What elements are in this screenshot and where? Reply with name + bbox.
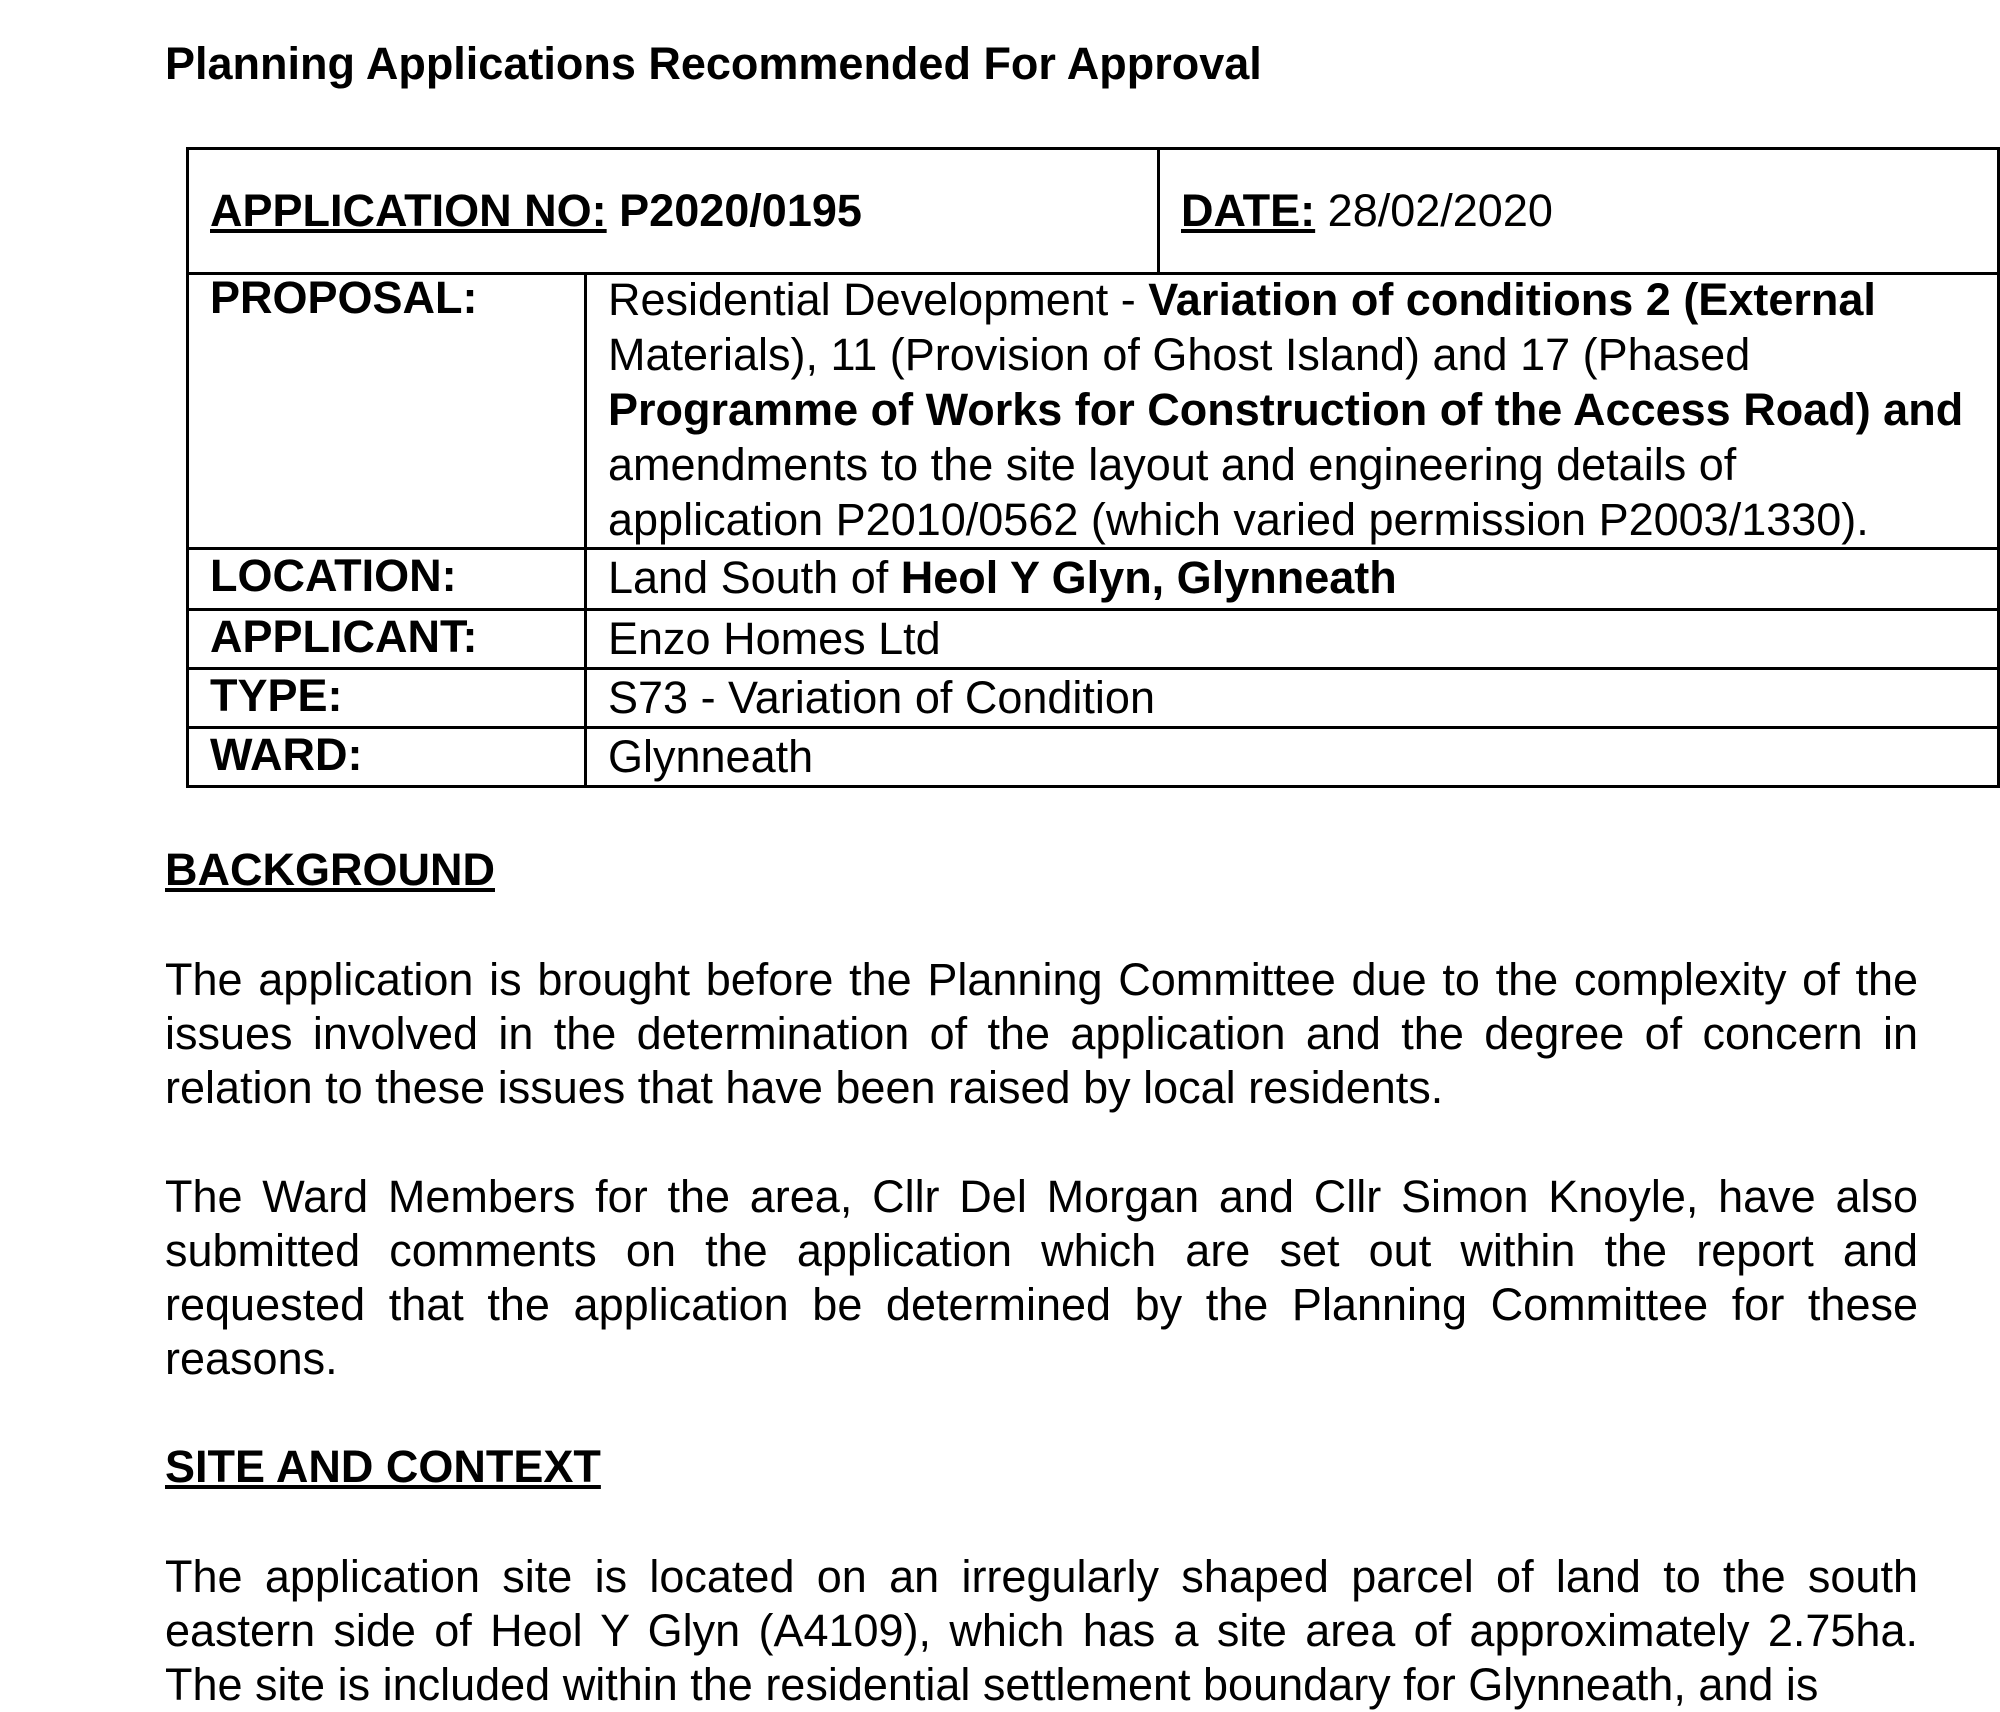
date-value: 28/02/2020 <box>1327 185 1553 236</box>
application-fields-table <box>186 272 2000 788</box>
ward-row <box>188 728 1999 787</box>
location-label: LOCATION: <box>188 549 586 610</box>
location-row <box>188 549 1999 610</box>
applicant-label: APPLICANT: <box>188 610 586 669</box>
application-number-value: P2020/0195 <box>619 185 862 236</box>
application-number-cell <box>188 149 1159 274</box>
page-title: Planning Applications Recommended For Approval <box>165 38 1262 89</box>
proposal-label: PROPOSAL: <box>188 272 586 549</box>
type-label: TYPE: <box>188 669 586 728</box>
background-paragraph-1: The application is brought before the Planning Committee due to the complexity of the issues involved in the determination of the application and the degree of concern in relation to these issues that have been raised by local residents. <box>165 954 1918 1113</box>
location-value: Land South of Heol Y Glyn, Glynneath <box>586 549 1999 610</box>
application-number-label: APPLICATION NO: <box>210 185 607 236</box>
background-heading: BACKGROUND <box>165 844 495 895</box>
date-label: DATE: <box>1181 185 1316 236</box>
proposal-row <box>188 272 1999 549</box>
ward-value: Glynneath <box>586 728 1999 787</box>
site-context-heading: SITE AND CONTEXT <box>165 1441 601 1492</box>
type-value: S73 - Variation of Condition <box>586 669 1999 728</box>
background-paragraph-2: The Ward Members for the area, Cllr Del Morgan and Cllr Simon Knoyle, have also submitted comments on the application which are set out within the report and requested that the application be determined by the Planning Committee for these reasons. <box>165 1171 1918 1384</box>
date-cell <box>1159 149 1999 274</box>
site-context-paragraph-1: The application site is located on an irregularly shaped parcel of land to the south eastern side of Heol Y Glyn (A4109), which has a site area of approximately 2.75ha. The site is included within the residential settlement boundary for Glynneath, and is <box>165 1551 1918 1710</box>
proposal-value: Residential Development - Variation of conditions 2 (External Materials), 11 (Provision of Ghost Island) and 17 (Phased Programme of Works for Construction of the Access Road) and amendments to the site layout and engineering details of application P2010/0562 (which varied permission P2003/1330). <box>586 272 1999 549</box>
ward-label: WARD: <box>188 728 586 787</box>
application-details-table <box>186 147 2000 275</box>
header-row <box>188 149 1999 274</box>
applicant-row <box>188 610 1999 669</box>
type-row <box>188 669 1999 728</box>
applicant-value: Enzo Homes Ltd <box>586 610 1999 669</box>
